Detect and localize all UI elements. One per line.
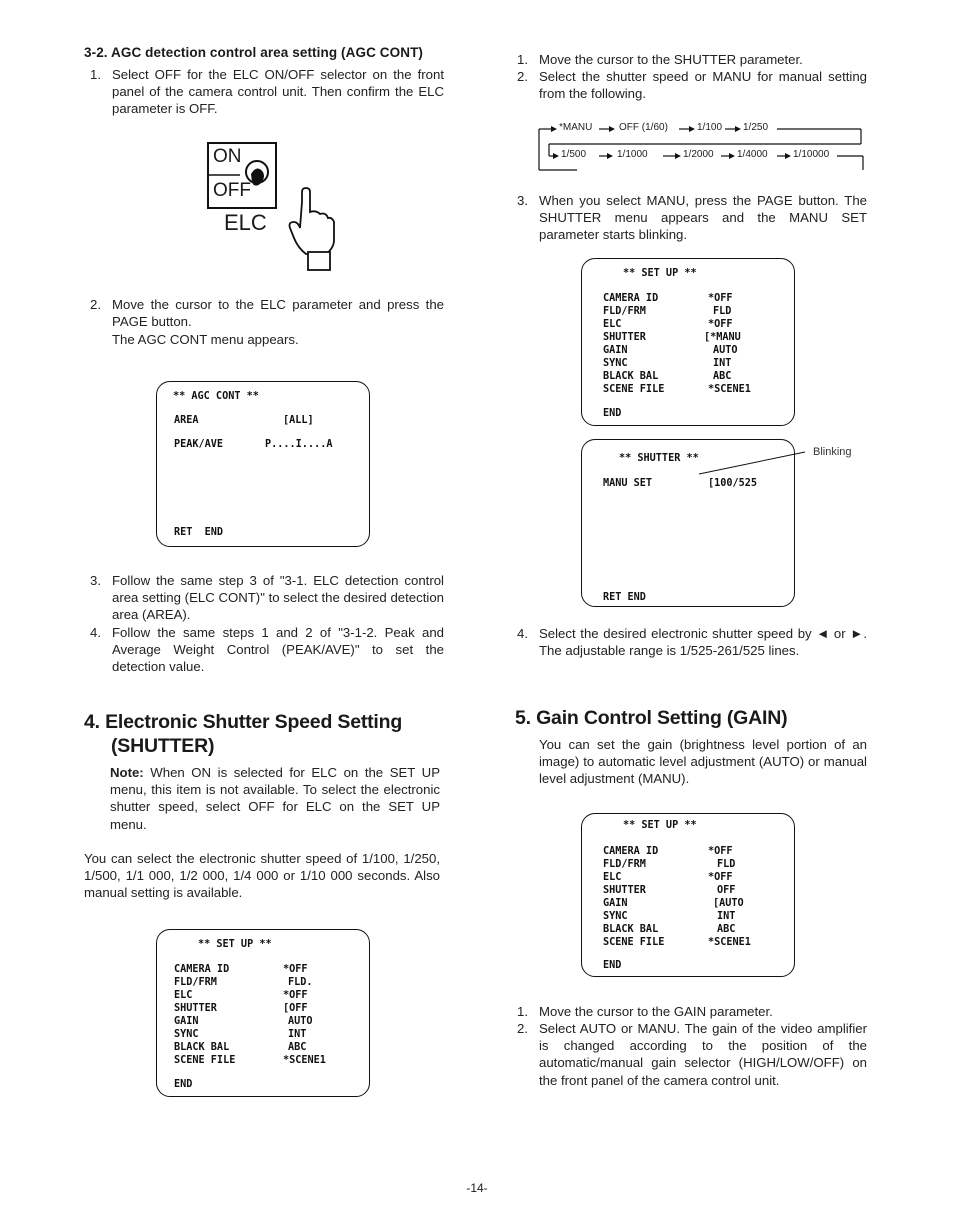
step-number: 2. [517, 1021, 528, 1036]
menu-footer: END [174, 1079, 193, 1090]
shutter-intro: You can select the electronic shutter speed of 1/100, 1/250, 1/500, 1/1 000, 1/2 000, 1/4 000 or 1/10 000 seconds. Also manual setting is available. [84, 851, 440, 901]
peak-ave-value: P....I....A [265, 439, 333, 450]
menu-row-label: SCENE FILE [603, 384, 665, 395]
gain-section-heading: 5. Gain Control Setting (GAIN) [515, 707, 788, 729]
flow-item: *MANU [559, 122, 593, 133]
shutter-section-heading [84, 710, 454, 758]
menu-row-label: GAIN [603, 345, 628, 356]
area-label: AREA [174, 415, 199, 426]
heading-line-2: (SHUTTER) [111, 735, 215, 757]
flow-item: 1/250 [743, 122, 769, 133]
menu-row-value: ABC [288, 1042, 307, 1053]
setup-menu-shutter-off [156, 929, 370, 1097]
menu-row-value: *OFF [283, 964, 308, 975]
step-text: Move the cursor to the GAIN parameter. [539, 1004, 773, 1019]
menu-row-label: CAMERA ID [174, 964, 230, 975]
menu-row-value: FLD. [288, 977, 313, 988]
menu-row-value: *OFF [708, 293, 733, 304]
menu-row-value: [OFF [283, 1003, 308, 1014]
menu-row-label: SYNC [174, 1029, 199, 1040]
menu-row-value: *SCENE1 [708, 937, 751, 948]
menu-row-label: SHUTTER [174, 1003, 217, 1014]
step-text: Move the cursor to the SHUTTER parameter. [539, 52, 803, 67]
menu-row-label: BLACK BAL [603, 371, 659, 382]
menu-row-value: *OFF [708, 872, 733, 883]
manu-set-value: [100/525 [708, 478, 758, 489]
menu-row-value: FLD [713, 306, 732, 317]
menu-row-label: CAMERA ID [603, 846, 659, 857]
menu-row-label: FLD/FRM [174, 977, 217, 988]
step-number: 1. [517, 52, 528, 67]
step-number: 3. [517, 193, 528, 208]
menu-row-value: INT [717, 911, 736, 922]
page-number: -14- [466, 1181, 488, 1195]
menu-row-label: SHUTTER [603, 885, 646, 896]
step-number: 1. [517, 1004, 528, 1019]
menu-row-value: *SCENE1 [708, 384, 751, 395]
step-number: 4. [90, 625, 101, 640]
flow-item: 1/500 [561, 149, 587, 160]
menu-row-value: OFF [717, 885, 736, 896]
menu-row-value: AUTO [713, 345, 738, 356]
step-text: Select the desired electronic shutter speed by ◄ or ►. The adjustable range is 1/525-261/525 lines. [539, 626, 867, 659]
menu-title: ** AGC CONT ** [173, 391, 259, 402]
flow-item: 1/10000 [793, 149, 830, 160]
step-text: Follow the same steps 1 and 2 of "3-1-2. Peak and Average Weight Control (PEAK/AVE)" to set the detection value. [112, 625, 444, 675]
shutter-speed-flow [537, 116, 867, 176]
switch-on-label: ON [213, 146, 242, 167]
step-text: Follow the same step 3 of "3-1. ELC detection control area setting (ELC CONT)" to select the desired detection area (AREA). [112, 573, 444, 623]
menu-row-label: SYNC [603, 911, 628, 922]
step-text-2: The AGC CONT menu appears. [112, 332, 299, 347]
menu-row-label: FLD/FRM [603, 859, 646, 870]
step-number: 1. [90, 67, 101, 82]
elc-switch-illustration [204, 140, 344, 275]
step-number: 2. [90, 297, 101, 312]
shutter-note [110, 764, 440, 833]
menu-row-label: ELC [603, 319, 622, 330]
flow-item: 1/4000 [737, 149, 768, 160]
switch-off-label: OFF [213, 180, 251, 201]
manu-set-label: MANU SET [603, 478, 653, 489]
menu-row-value: *OFF [708, 846, 733, 857]
menu-row-label: GAIN [174, 1016, 199, 1027]
note-label: Note: [110, 765, 144, 780]
menu-row-value: ABC [717, 924, 736, 935]
step-text: Move the cursor to the ELC parameter and press the PAGE button. [112, 297, 444, 330]
menu-row-value: INT [288, 1029, 307, 1040]
menu-row-label: CAMERA ID [603, 293, 659, 304]
flow-item: 1/2000 [683, 149, 714, 160]
menu-footer: RET END [603, 592, 646, 603]
menu-row-value: ABC [713, 371, 732, 382]
setup-menu-gain [581, 813, 795, 977]
menu-title: ** SET UP ** [198, 939, 272, 950]
menu-row-label: SCENE FILE [603, 937, 665, 948]
area-value: [ALL] [283, 415, 314, 426]
menu-row-label: GAIN [603, 898, 628, 909]
agc-step-2 [90, 296, 444, 348]
menu-row-label: FLD/FRM [603, 306, 646, 317]
step-text: When you select MANU, press the PAGE button. The SHUTTER menu appears and the MANU SET parameter starts blinking. [539, 193, 867, 243]
menu-row-label: BLACK BAL [603, 924, 659, 935]
step-text: Select AUTO or MANU. The gain of the video amplifier is changed according to the position of the automatic/manual gain selector (HIGH/LOW/OFF) on the front panel of the camera control unit. [539, 1021, 867, 1088]
menu-footer: RET END [174, 527, 224, 538]
step-number: 4. [517, 626, 528, 641]
menu-row-value: AUTO [288, 1016, 313, 1027]
heading-line-1: 4. Electronic Shutter Speed Setting [84, 711, 403, 733]
note-text: When ON is selected for ELC on the SET UP menu, this item is not available. To select the electronic shutter speed, select OFF for ELC on the SET UP menu. [110, 765, 441, 832]
menu-row-label: SCENE FILE [174, 1055, 236, 1066]
step-number: 3. [90, 573, 101, 588]
menu-row-value: *SCENE1 [283, 1055, 326, 1066]
flow-item: OFF (1/60) [619, 122, 668, 133]
menu-row-value: *OFF [283, 990, 308, 1001]
flow-item: 1/100 [697, 122, 723, 133]
menu-row-label: SHUTTER [603, 332, 646, 343]
switch-elc-label: ELC [224, 210, 267, 235]
menu-title: ** SET UP ** [623, 268, 697, 279]
agc-heading: 3-2. AGC detection control area setting (AGC CONT) [84, 45, 424, 60]
menu-row-label: SYNC [603, 358, 628, 369]
agc-cont-menu [156, 381, 370, 547]
blinking-callout-line [697, 446, 817, 476]
step-text: Select the shutter speed or MANU for manual setting from the following. [539, 69, 867, 102]
step-number: 2. [517, 69, 528, 84]
menu-row-value: INT [713, 358, 732, 369]
peak-ave-label: PEAK/AVE [174, 439, 224, 450]
menu-title: ** SHUTTER ** [619, 453, 699, 464]
menu-footer: END [603, 960, 622, 971]
menu-row-value: *OFF [708, 319, 733, 330]
setup-menu-shutter-manu [581, 258, 795, 426]
menu-row-value: FLD [717, 859, 736, 870]
flow-item: 1/1000 [617, 149, 648, 160]
menu-footer: END [603, 408, 622, 419]
step-text: Select OFF for the ELC ON/OFF selector on the front panel of the camera control unit. Then confirm the ELC parameter is OFF. [112, 67, 444, 117]
menu-row-label: BLACK BAL [174, 1042, 230, 1053]
menu-title: ** SET UP ** [623, 820, 697, 831]
menu-row-label: ELC [603, 872, 622, 883]
menu-row-label: ELC [174, 990, 193, 1001]
menu-row-value: [AUTO [713, 898, 744, 909]
menu-row-value: [*MANU [704, 332, 741, 343]
blinking-callout-label: Blinking [813, 446, 852, 458]
gain-intro: You can set the gain (brightness level portion of an image) to automatic level adjustment (AUTO) or manual level adjustment (MANU). [539, 737, 867, 787]
